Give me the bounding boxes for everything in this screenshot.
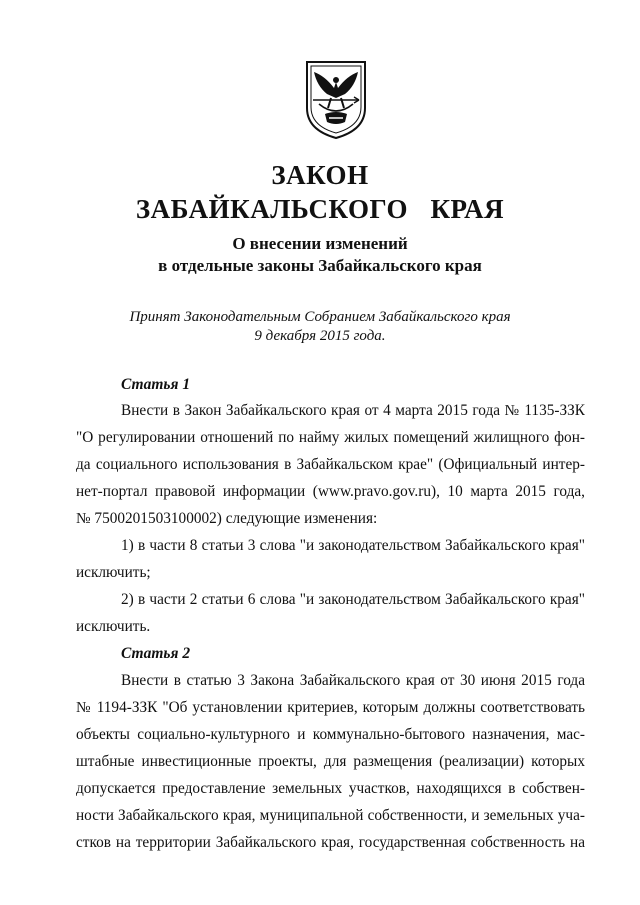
article-2-line: ности Забайкальского края, муниципальной собственности, и земельных уча- <box>76 807 585 824</box>
article-1-item-2: 2) в части 2 статьи 6 слова "и законодательством Забайкальского края" <box>121 591 585 608</box>
article-1-line: Внести в Закон Забайкальского края от 4 марта 2015 года № 1135-ЗЗК <box>121 402 585 419</box>
article-1-line: № 7500201503100002) следующие изменения: <box>76 510 378 527</box>
article-1-line: "О регулировании отношений по найму жилых помещений жилищного фон- <box>76 429 585 446</box>
article-2-line: стков на территории Забайкальского края, государственная собственность на <box>76 834 585 851</box>
article-1-line: исключить; <box>76 564 151 581</box>
article-1-line: да социального использования в Забайкальском крае" (Официальный интер- <box>76 456 585 473</box>
adoption-date: 9 декабря 2015 года. <box>254 328 386 344</box>
law-title: ЗАКОН <box>271 160 369 190</box>
article-2-line: допускается предоставление земельных участков, находящихся в собствен- <box>76 780 585 797</box>
article-2-line: штабные инвестиционные проекты, для размещения (реализации) которых <box>76 753 585 770</box>
adoption-note-line-1: Принят Законодательным Собранием Забайкальского края <box>129 309 511 325</box>
article-1-heading: Статья 1 <box>121 376 191 393</box>
article-1-line: нет-портал правовой информации (www.pravo.gov.ru), 10 марта 2015 года, <box>76 483 585 500</box>
article-2-line: объекты социально-культурного и коммунально-бытового назначения, мас- <box>76 726 585 743</box>
region-title: ЗАБАЙКАЛЬСКОГО КРАЯ <box>135 194 505 224</box>
article-1-item-1: 1) в части 8 статьи 3 слова "и законодательством Забайкальского края" <box>121 537 585 554</box>
article-1-line: исключить. <box>76 618 151 635</box>
article-2-line: № 1194-ЗЗК "Об установлении критериев, которым должны соответствовать <box>76 699 585 716</box>
coat-of-arms-icon <box>301 58 371 140</box>
article-2-heading: Статья 2 <box>121 645 191 662</box>
article-2-line: Внести в статью 3 Закона Забайкальского края от 30 июня 2015 года <box>121 672 585 689</box>
law-subject-line-1: О внесении изменений <box>232 234 408 253</box>
law-subject-line-2: в отдельные законы Забайкальского края <box>158 256 482 275</box>
